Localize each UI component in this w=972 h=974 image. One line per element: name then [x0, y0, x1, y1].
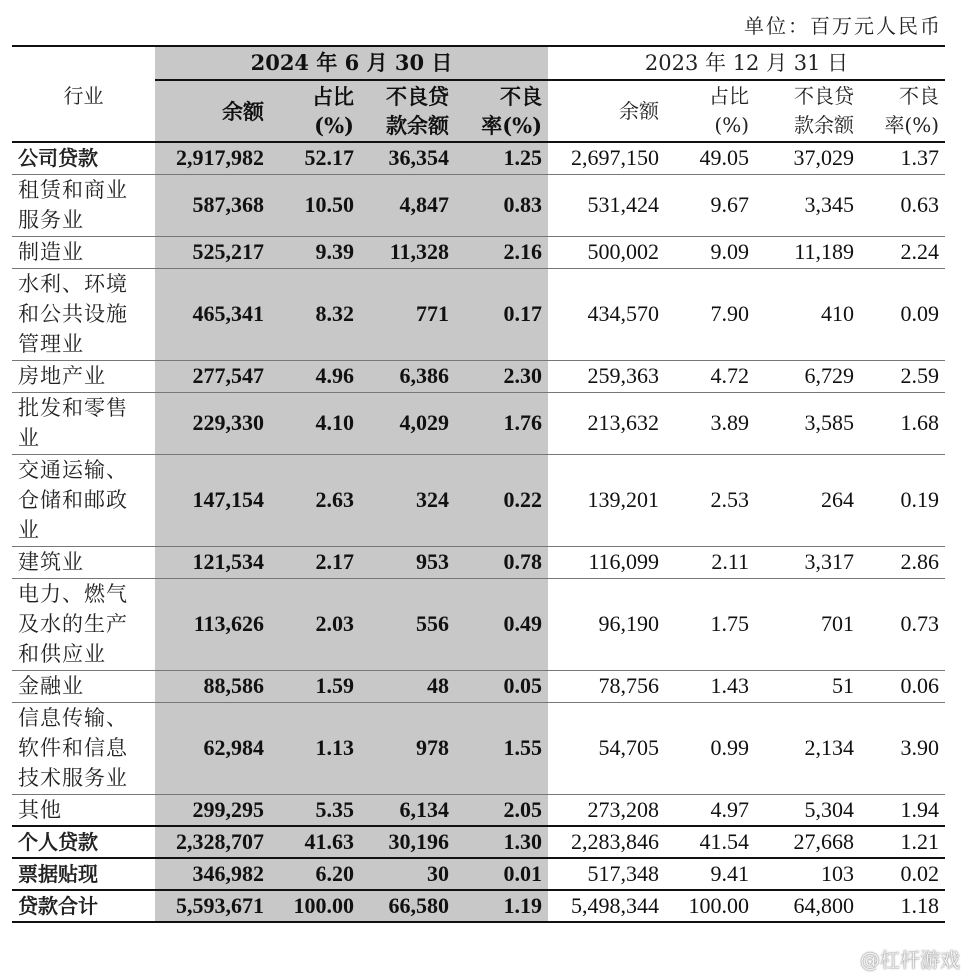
- header-prior-npl-ratio: [860, 80, 945, 142]
- prior-balance-cell: 78,756: [548, 670, 665, 702]
- prior-balance-cell: 517,348: [548, 858, 665, 890]
- current-npl-ratio-cell: 0.05: [455, 670, 548, 702]
- current-npl-ratio-cell: 1.19: [455, 890, 548, 922]
- header-prior-share: [665, 80, 755, 142]
- prior-npl-balance-cell: 3,317: [755, 546, 860, 578]
- current-npl-balance-cell: 324: [360, 454, 455, 546]
- header-line: (%): [314, 113, 354, 138]
- row-label: [12, 268, 155, 360]
- row-label-line: 水利、环境: [18, 272, 128, 296]
- prior-npl-ratio-cell: 1.68: [860, 392, 945, 454]
- prior-share-cell: 3.89: [665, 392, 755, 454]
- prior-npl-ratio-cell: 2.86: [860, 546, 945, 578]
- row-label-line: 贷款合计: [18, 894, 98, 918]
- prior-npl-ratio-cell: 0.73: [860, 578, 945, 670]
- prior-share-cell: 41.54: [665, 826, 755, 858]
- prior-npl-balance-cell: 51: [755, 670, 860, 702]
- current-share-cell: 4.96: [270, 360, 360, 392]
- prior-npl-ratio-cell: 1.94: [860, 794, 945, 826]
- prior-npl-balance-cell: 37,029: [755, 142, 860, 174]
- row-label: [12, 670, 155, 702]
- prior-npl-ratio-cell: 1.21: [860, 826, 945, 858]
- unit-note: 单位：百万元人民币: [744, 14, 942, 38]
- prior-npl-ratio-cell: 0.19: [860, 454, 945, 546]
- prior-balance-cell: 5,498,344: [548, 890, 665, 922]
- current-balance-cell: 346,982: [155, 858, 270, 890]
- current-balance-cell: 88,586: [155, 670, 270, 702]
- header-line: (%): [714, 113, 750, 137]
- current-share-cell: 8.32: [270, 268, 360, 360]
- prior-npl-balance-cell: 410: [755, 268, 860, 360]
- header-period-current: 2024 年 6 月 30 日: [155, 46, 548, 80]
- row-label: [12, 546, 155, 578]
- row-label: [12, 578, 155, 670]
- prior-balance-cell: 213,632: [548, 392, 665, 454]
- current-npl-ratio-cell: 2.05: [455, 794, 548, 826]
- current-balance-cell: 525,217: [155, 236, 270, 268]
- prior-balance-cell: 116,099: [548, 546, 665, 578]
- current-npl-balance-cell: 771: [360, 268, 455, 360]
- current-npl-ratio-cell: 0.22: [455, 454, 548, 546]
- current-share-cell: 52.17: [270, 142, 360, 174]
- current-npl-balance-cell: 4,847: [360, 174, 455, 236]
- prior-share-cell: 7.90: [665, 268, 755, 360]
- current-npl-balance-cell: 556: [360, 578, 455, 670]
- row-label-line: 信息传输、: [18, 706, 128, 730]
- current-npl-balance-cell: 11,328: [360, 236, 455, 268]
- header-prior-balance: [548, 80, 665, 142]
- current-share-cell: 1.59: [270, 670, 360, 702]
- current-balance-cell: 5,593,671: [155, 890, 270, 922]
- current-npl-balance-cell: 953: [360, 546, 455, 578]
- current-share-cell: 5.35: [270, 794, 360, 826]
- industry-loan-table: [12, 45, 945, 923]
- row-label: [12, 236, 155, 268]
- table-row: [12, 142, 945, 174]
- header-line: 余额: [619, 98, 660, 123]
- prior-share-cell: 1.75: [665, 578, 755, 670]
- current-share-cell: 1.13: [270, 702, 360, 794]
- prior-balance-cell: 2,697,150: [548, 142, 665, 174]
- row-label-line: 及水的生产: [18, 612, 128, 636]
- row-label: [12, 858, 155, 890]
- table-row: [12, 268, 945, 360]
- row-label-line: 批发和零售: [18, 396, 128, 420]
- header-current-balance: [155, 80, 270, 142]
- prior-balance-cell: 434,570: [548, 268, 665, 360]
- prior-npl-balance-cell: 64,800: [755, 890, 860, 922]
- current-balance-cell: 2,917,982: [155, 142, 270, 174]
- row-label-line: 技术服务业: [18, 766, 128, 790]
- row-label-line: 电力、燃气: [18, 582, 128, 606]
- prior-share-cell: 9.09: [665, 236, 755, 268]
- table-row: [12, 454, 945, 546]
- current-npl-ratio-cell: 2.30: [455, 360, 548, 392]
- current-balance-cell: 587,368: [155, 174, 270, 236]
- table-row: [12, 794, 945, 826]
- row-label: [12, 142, 155, 174]
- current-balance-cell: 62,984: [155, 702, 270, 794]
- header-current-share: [270, 80, 360, 142]
- row-label-line: 其他: [18, 797, 62, 822]
- prior-balance-cell: 2,283,846: [548, 826, 665, 858]
- current-share-cell: 100.00: [270, 890, 360, 922]
- row-label-line: 票据贴现: [18, 862, 98, 886]
- prior-share-cell: 9.67: [665, 174, 755, 236]
- row-label: [12, 794, 155, 826]
- table-row: [12, 236, 945, 268]
- row-label-line: 服务业: [18, 208, 84, 232]
- row-label-line: 软件和信息: [18, 736, 128, 760]
- prior-npl-ratio-cell: 0.02: [860, 858, 945, 890]
- current-npl-ratio-cell: 0.01: [455, 858, 548, 890]
- prior-npl-balance-cell: 2,134: [755, 702, 860, 794]
- prior-share-cell: 0.99: [665, 702, 755, 794]
- current-share-cell: 2.63: [270, 454, 360, 546]
- row-label: [12, 360, 155, 392]
- header-line: 率(%): [481, 113, 543, 138]
- header-line: 占比: [312, 84, 354, 109]
- prior-npl-balance-cell: 264: [755, 454, 860, 546]
- current-share-cell: 10.50: [270, 174, 360, 236]
- current-share-cell: 9.39: [270, 236, 360, 268]
- current-npl-ratio-cell: 1.76: [455, 392, 548, 454]
- table-row: [12, 546, 945, 578]
- table-row: [12, 858, 945, 890]
- prior-npl-ratio-cell: 0.63: [860, 174, 945, 236]
- header-line: 款余额: [386, 113, 449, 138]
- current-balance-cell: 113,626: [155, 578, 270, 670]
- row-label-line: 制造业: [18, 240, 84, 264]
- row-label-line: 公司贷款: [18, 146, 98, 171]
- current-share-cell: 6.20: [270, 858, 360, 890]
- header-line: 不良: [899, 84, 940, 108]
- current-npl-ratio-cell: 0.78: [455, 546, 548, 578]
- current-balance-cell: 465,341: [155, 268, 270, 360]
- header-line: 款余额: [794, 113, 855, 137]
- current-balance-cell: 299,295: [155, 794, 270, 826]
- header-line: 不良贷: [794, 84, 855, 108]
- current-balance-cell: 277,547: [155, 360, 270, 392]
- prior-npl-balance-cell: 27,668: [755, 826, 860, 858]
- row-label-line: 个人贷款: [18, 830, 98, 854]
- prior-npl-ratio-cell: 0.09: [860, 268, 945, 360]
- row-label: [12, 890, 155, 922]
- prior-share-cell: 1.43: [665, 670, 755, 702]
- current-npl-balance-cell: 6,386: [360, 360, 455, 392]
- current-npl-balance-cell: 6,134: [360, 794, 455, 826]
- table-row: [12, 670, 945, 702]
- current-balance-cell: 2,328,707: [155, 826, 270, 858]
- prior-npl-balance-cell: 11,189: [755, 236, 860, 268]
- current-share-cell: 2.03: [270, 578, 360, 670]
- header-period-prior: 2023 年 12 月 31 日: [548, 46, 945, 80]
- table-row: [12, 174, 945, 236]
- row-label: [12, 174, 155, 236]
- row-label-line: 交通运输、: [18, 458, 128, 482]
- current-balance-cell: 229,330: [155, 392, 270, 454]
- row-label: [12, 454, 155, 546]
- prior-share-cell: 100.00: [665, 890, 755, 922]
- prior-balance-cell: 259,363: [548, 360, 665, 392]
- prior-npl-ratio-cell: 2.59: [860, 360, 945, 392]
- prior-npl-balance-cell: 103: [755, 858, 860, 890]
- current-npl-balance-cell: 978: [360, 702, 455, 794]
- prior-share-cell: 4.97: [665, 794, 755, 826]
- row-label-line: 建筑业: [18, 550, 84, 574]
- prior-npl-ratio-cell: 1.37: [860, 142, 945, 174]
- header-line: 不良贷: [386, 84, 449, 109]
- row-label-line: 金融业: [18, 674, 84, 698]
- row-label-line: 房地产业: [18, 364, 106, 388]
- current-npl-ratio-cell: 0.17: [455, 268, 548, 360]
- row-label-line: 仓储和邮政: [18, 488, 128, 512]
- current-npl-ratio-cell: 1.30: [455, 826, 548, 858]
- prior-npl-ratio-cell: 1.18: [860, 890, 945, 922]
- table-row: [12, 360, 945, 392]
- prior-npl-balance-cell: 3,585: [755, 392, 860, 454]
- header-line: 率(%): [884, 113, 940, 137]
- current-share-cell: 4.10: [270, 392, 360, 454]
- header-current-npl-ratio: [455, 80, 548, 142]
- prior-npl-ratio-cell: 2.24: [860, 236, 945, 268]
- prior-npl-balance-cell: 3,345: [755, 174, 860, 236]
- table-row: [12, 826, 945, 858]
- current-npl-ratio-cell: 2.16: [455, 236, 548, 268]
- row-label-line: 租赁和商业: [18, 178, 128, 202]
- row-label-line: 业: [18, 518, 40, 542]
- current-balance-cell: 121,534: [155, 546, 270, 578]
- row-label: [12, 702, 155, 794]
- prior-balance-cell: 273,208: [548, 794, 665, 826]
- header-line: 不良: [500, 84, 543, 109]
- table-row: [12, 890, 945, 922]
- row-label: [12, 826, 155, 858]
- current-share-cell: 41.63: [270, 826, 360, 858]
- current-npl-balance-cell: 4,029: [360, 392, 455, 454]
- current-npl-ratio-cell: 0.83: [455, 174, 548, 236]
- header-line: 余额: [222, 98, 264, 124]
- row-label-line: 和公共设施: [18, 302, 128, 326]
- prior-npl-balance-cell: 5,304: [755, 794, 860, 826]
- row-label-line: 业: [18, 426, 40, 450]
- prior-balance-cell: 54,705: [548, 702, 665, 794]
- current-npl-balance-cell: 30: [360, 858, 455, 890]
- current-npl-balance-cell: 30,196: [360, 826, 455, 858]
- current-balance-cell: 147,154: [155, 454, 270, 546]
- prior-npl-ratio-cell: 0.06: [860, 670, 945, 702]
- prior-npl-balance-cell: 6,729: [755, 360, 860, 392]
- prior-share-cell: 4.72: [665, 360, 755, 392]
- prior-npl-balance-cell: 701: [755, 578, 860, 670]
- prior-share-cell: 2.53: [665, 454, 755, 546]
- prior-share-cell: 2.11: [665, 546, 755, 578]
- prior-share-cell: 9.41: [665, 858, 755, 890]
- row-label: [12, 392, 155, 454]
- header-industry: 行业: [12, 46, 155, 142]
- prior-balance-cell: 139,201: [548, 454, 665, 546]
- prior-balance-cell: 531,424: [548, 174, 665, 236]
- prior-npl-ratio-cell: 3.90: [860, 702, 945, 794]
- current-npl-balance-cell: 36,354: [360, 142, 455, 174]
- current-npl-balance-cell: 48: [360, 670, 455, 702]
- prior-balance-cell: 96,190: [548, 578, 665, 670]
- table-row: [12, 578, 945, 670]
- current-npl-ratio-cell: 0.49: [455, 578, 548, 670]
- table-row: [12, 702, 945, 794]
- row-label-line: 和供应业: [18, 642, 106, 666]
- current-npl-ratio-cell: 1.25: [455, 142, 548, 174]
- current-npl-ratio-cell: 1.55: [455, 702, 548, 794]
- table-row: [12, 392, 945, 454]
- header-current-npl-balance: [360, 80, 455, 142]
- header-line: 占比: [709, 84, 750, 108]
- prior-share-cell: 49.05: [665, 142, 755, 174]
- watermark: @杠杆游戏: [860, 948, 960, 972]
- header-prior-npl-balance: [755, 80, 860, 142]
- current-share-cell: 2.17: [270, 546, 360, 578]
- prior-balance-cell: 500,002: [548, 236, 665, 268]
- current-npl-balance-cell: 66,580: [360, 890, 455, 922]
- row-label-line: 管理业: [18, 332, 84, 356]
